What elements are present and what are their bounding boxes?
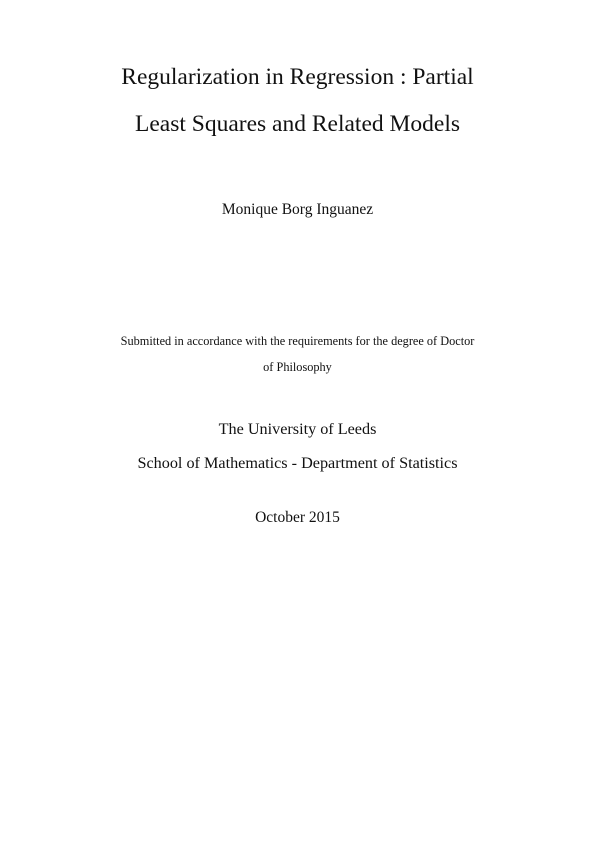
thesis-title-line-2: Least Squares and Related Models: [135, 111, 460, 137]
submission-statement-line-1: Submitted in accordance with the requirements for the degree of Doctor: [120, 334, 475, 348]
author-name: Monique Borg Inguanez: [221, 201, 374, 218]
university-name: The University of Leeds: [218, 420, 377, 438]
thesis-title-line-1: Regularization in Regression : Partial: [121, 64, 474, 90]
school-department: School of Mathematics - Department of Statistics: [137, 454, 458, 472]
submission-statement-line-2: of Philosophy: [263, 360, 332, 374]
submission-date: October 2015: [255, 509, 340, 526]
